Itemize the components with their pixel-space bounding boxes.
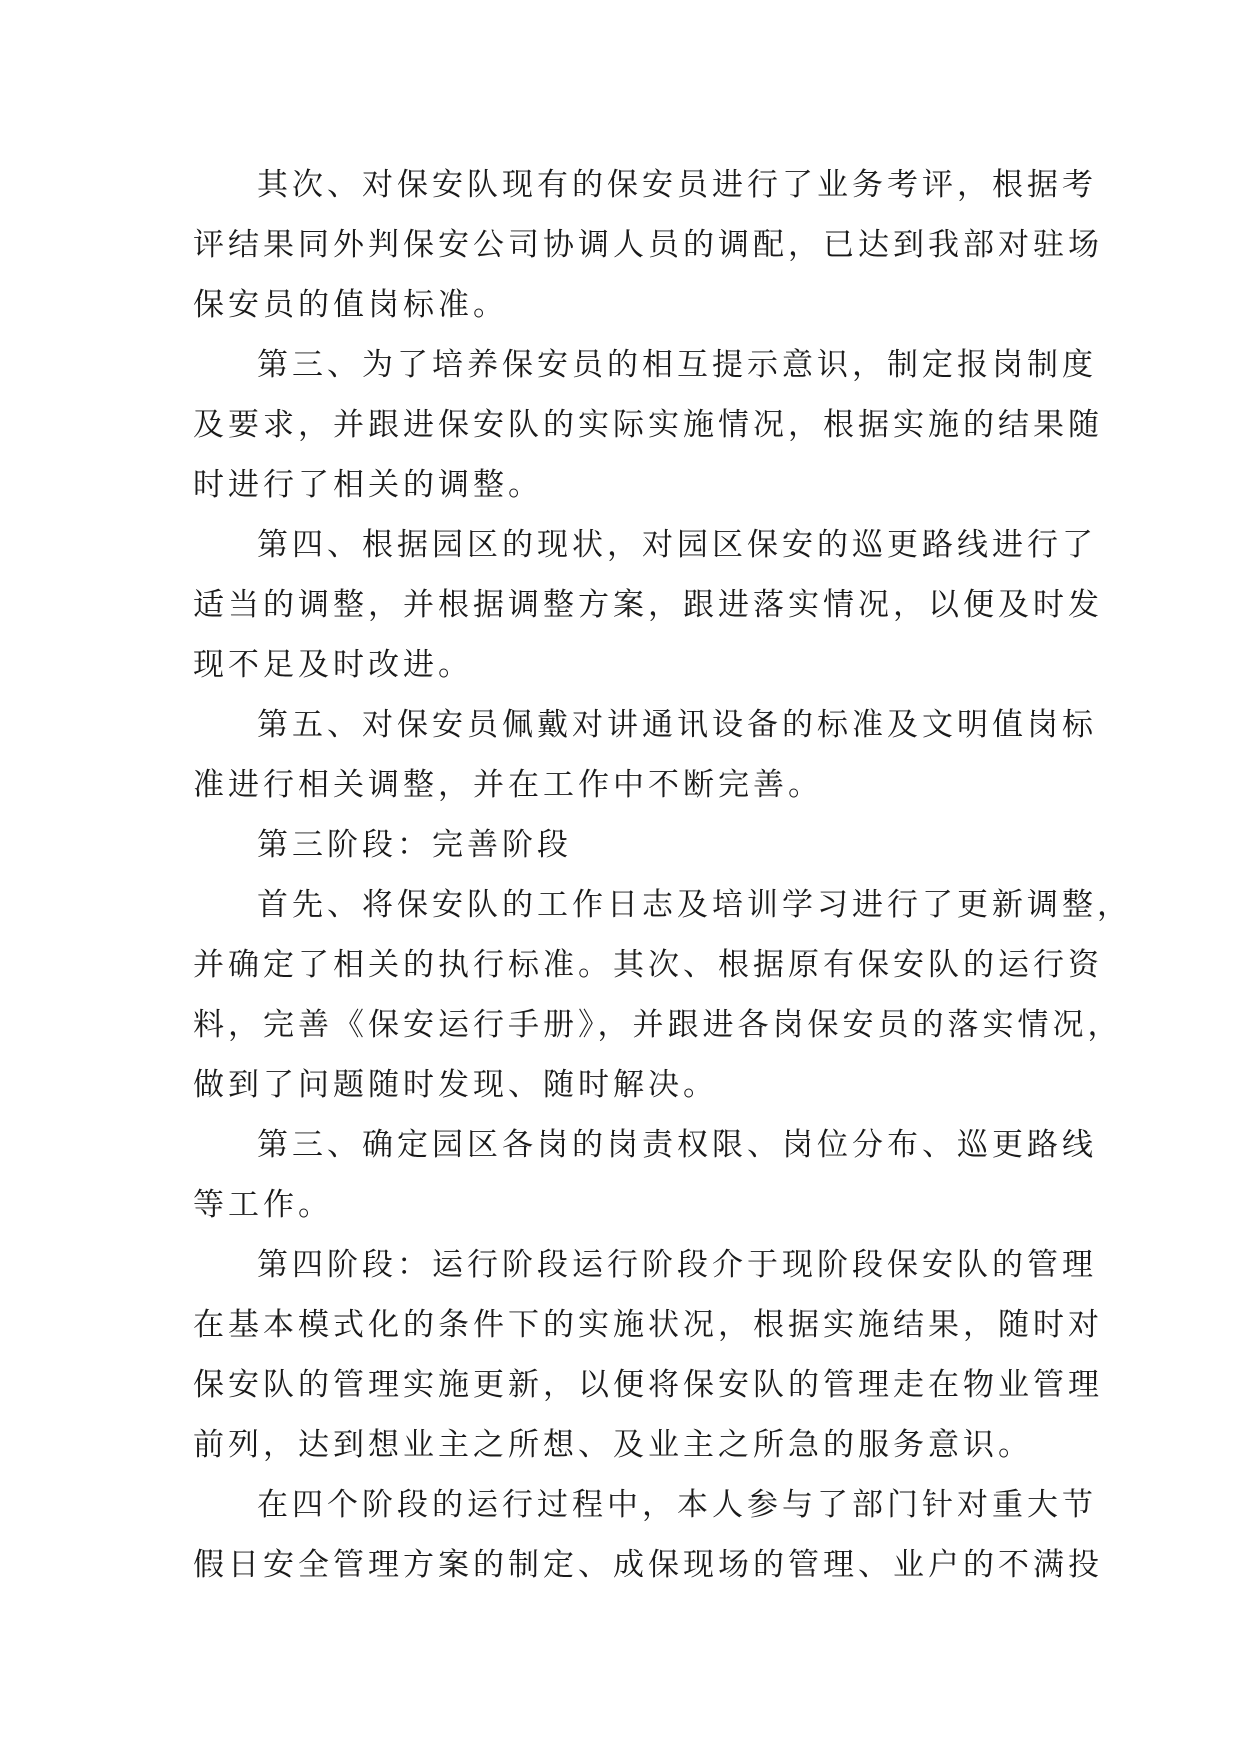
text-line: 第三阶段：完善阶段 xyxy=(257,827,572,863)
text-line: 假日安全管理方案的制定、成保现场的管理、业户的不满投 xyxy=(193,1547,1103,1583)
document-body xyxy=(193,155,1132,1595)
text-line: 首先、将保安队的工作日志及培训学习进行了更新调整， xyxy=(257,887,1132,923)
text-line: 料，完善《保安运行手册》，并跟进各岗保安员的落实情况， xyxy=(193,1007,1123,1043)
text-line: 及要求，并跟进保安队的实际实施情况，根据实施的结果随 xyxy=(193,407,1103,443)
paragraph-participation xyxy=(193,1475,1103,1595)
text-line: 并确定了相关的执行标准。其次、根据原有保安队的运行资 xyxy=(193,947,1103,983)
paragraph-third-step xyxy=(193,1115,1097,1235)
paragraph-stage-four xyxy=(193,1235,1103,1475)
paragraph-first-step xyxy=(193,875,1132,1115)
paragraph-third-item xyxy=(193,335,1103,515)
text-line: 评结果同外判保安公司协调人员的调配，已达到我部对驻场 xyxy=(193,227,1103,263)
paragraph-fifth-item xyxy=(193,695,1097,815)
text-line: 现不足及时改进。 xyxy=(193,647,473,683)
text-line: 保安员的值岗标准。 xyxy=(193,287,508,323)
text-line: 时进行了相关的调整。 xyxy=(193,467,543,503)
paragraph-appraisal xyxy=(193,155,1103,335)
text-line: 做到了问题随时发现、随时解决。 xyxy=(193,1067,718,1103)
text-line: 等工作。 xyxy=(193,1187,333,1223)
text-line: 保安队的管理实施更新，以便将保安队的管理走在物业管理 xyxy=(193,1367,1103,1403)
text-line: 在四个阶段的运行过程中，本人参与了部门针对重大节 xyxy=(257,1487,1097,1523)
text-line: 第三、确定园区各岗的岗责权限、岗位分布、巡更路线 xyxy=(257,1127,1097,1163)
text-line: 适当的调整，并根据调整方案，跟进落实情况，以便及时发 xyxy=(193,587,1103,623)
text-line: 第三、为了培养保安员的相互提示意识，制定报岗制度 xyxy=(257,347,1097,383)
text-line: 第四、根据园区的现状，对园区保安的巡更路线进行了 xyxy=(257,527,1097,563)
paragraph-fourth-item xyxy=(193,515,1103,695)
text-line: 准进行相关调整，并在工作中不断完善。 xyxy=(193,767,823,803)
text-line: 其次、对保安队现有的保安员进行了业务考评，根据考 xyxy=(257,167,1097,203)
section-heading-stage-three xyxy=(193,815,1063,875)
text-line: 第四阶段：运行阶段运行阶段介于现阶段保安队的管理 xyxy=(257,1247,1097,1283)
text-line: 在基本模式化的条件下的实施状况，根据实施结果，随时对 xyxy=(193,1307,1103,1343)
text-line: 前列，达到想业主之所想、及业主之所急的服务意识。 xyxy=(193,1427,1033,1463)
text-line: 第五、对保安员佩戴对讲通讯设备的标准及文明值岗标 xyxy=(257,707,1097,743)
